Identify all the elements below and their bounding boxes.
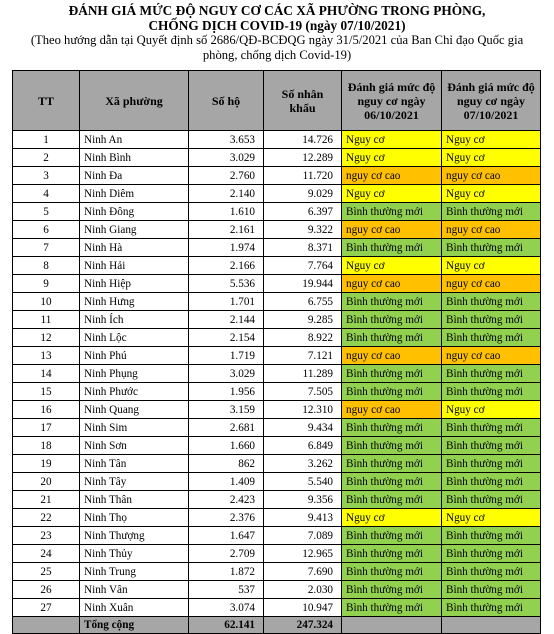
- row-population: 8.371: [264, 239, 342, 257]
- row-households: 2.154: [189, 329, 264, 347]
- row-tt: 27: [13, 599, 80, 617]
- row-households: 3.029: [189, 365, 264, 383]
- row-eval-1: Bình thường mới: [342, 329, 442, 347]
- row-households: 2.709: [189, 545, 264, 563]
- row-population: 10.947: [264, 599, 342, 617]
- table-row: [13, 347, 541, 365]
- row-ward: Ninh Hưng: [80, 293, 189, 311]
- document-subtitle: (Theo hướng dẫn tại Quyết định số 2686/QĐ-BCĐQG ngày 31/5/2021 của Ban Chỉ đạo Quốc gia phòng, chống dịch Covid-19): [30, 33, 524, 62]
- row-eval-2: Nguy cơ: [442, 185, 541, 203]
- row-ward: Ninh Thọ: [80, 509, 189, 527]
- table-row: [13, 491, 541, 509]
- table-row: [13, 167, 541, 185]
- row-eval-2: Bình thường mới: [442, 455, 541, 473]
- row-tt: 22: [13, 509, 80, 527]
- table-row: [13, 419, 541, 437]
- row-eval-2: Bình thường mới: [442, 491, 541, 509]
- table-row: [13, 257, 541, 275]
- row-eval-2: Nguy cơ: [442, 131, 541, 149]
- row-households: 1.660: [189, 437, 264, 455]
- row-households: 2.681: [189, 419, 264, 437]
- row-population: 7.764: [264, 257, 342, 275]
- row-eval-1: Nguy cơ: [342, 257, 442, 275]
- row-eval-2: Bình thường mới: [442, 581, 541, 599]
- row-eval-1: Bình thường mới: [342, 599, 442, 617]
- row-eval-2: nguy cơ cao: [442, 347, 541, 365]
- row-eval-2: Bình thường mới: [442, 563, 541, 581]
- row-ward: Ninh Đông: [80, 203, 189, 221]
- row-eval-1: Bình thường mới: [342, 365, 442, 383]
- row-eval-2: Bình thường mới: [442, 527, 541, 545]
- row-eval-1: Bình thường mới: [342, 527, 442, 545]
- row-ward: Ninh Thủy: [80, 545, 189, 563]
- row-households: 1.872: [189, 563, 264, 581]
- row-eval-2: Bình thường mới: [442, 203, 541, 221]
- row-eval-1: Nguy cơ: [342, 131, 442, 149]
- row-tt: 3: [13, 167, 80, 185]
- table-row: [13, 473, 541, 491]
- row-population: 7.089: [264, 527, 342, 545]
- header-ward: Xã phường: [80, 71, 189, 131]
- row-tt: 14: [13, 365, 80, 383]
- header-eval-2: Đánh giá mức độ nguy cơ ngày 07/10/2021: [442, 71, 541, 131]
- total-eval-2: [442, 617, 541, 634]
- row-eval-2: Bình thường mới: [442, 419, 541, 437]
- table-row: [13, 455, 541, 473]
- row-eval-1: Bình thường mới: [342, 455, 442, 473]
- row-ward: Ninh Sim: [80, 419, 189, 437]
- row-population: 11.289: [264, 365, 342, 383]
- title-line-2: CHỐNG DỊCH COVID-19 (ngày 07/10/2021): [148, 18, 406, 33]
- row-households: 1.409: [189, 473, 264, 491]
- row-eval-1: nguy cơ cao: [342, 221, 442, 239]
- row-ward: Ninh Diêm: [80, 185, 189, 203]
- row-eval-1: Bình thường mới: [342, 473, 442, 491]
- row-ward: Ninh Phước: [80, 383, 189, 401]
- row-tt: 5: [13, 203, 80, 221]
- table-row: [13, 563, 541, 581]
- row-population: 8.922: [264, 329, 342, 347]
- row-households: 2.376: [189, 509, 264, 527]
- row-population: 12.289: [264, 149, 342, 167]
- row-households: 1.610: [189, 203, 264, 221]
- row-population: 7.121: [264, 347, 342, 365]
- table-row: [13, 239, 541, 257]
- row-population: 12.965: [264, 545, 342, 563]
- row-eval-2: Bình thường mới: [442, 473, 541, 491]
- row-ward: Ninh Giang: [80, 221, 189, 239]
- row-households: 2.423: [189, 491, 264, 509]
- row-households: 2.144: [189, 311, 264, 329]
- row-households: 1.647: [189, 527, 264, 545]
- row-tt: 4: [13, 185, 80, 203]
- row-eval-1: nguy cơ cao: [342, 167, 442, 185]
- row-population: 9.322: [264, 221, 342, 239]
- row-tt: 20: [13, 473, 80, 491]
- title-line-1: ĐÁNH GIÁ MỨC ĐỘ NGUY CƠ CÁC XÃ PHƯỜNG TRONG PHÒNG,: [68, 3, 486, 18]
- row-population: 11.720: [264, 167, 342, 185]
- row-population: 5.540: [264, 473, 342, 491]
- header-households: Số hộ: [189, 71, 264, 131]
- table-row: [13, 221, 541, 239]
- row-eval-1: nguy cơ cao: [342, 401, 442, 419]
- row-population: 9.413: [264, 509, 342, 527]
- row-eval-2: Bình thường mới: [442, 383, 541, 401]
- row-population: 6.397: [264, 203, 342, 221]
- table-row: [13, 581, 541, 599]
- row-eval-1: Bình thường mới: [342, 437, 442, 455]
- row-tt: 7: [13, 239, 80, 257]
- table-row: [13, 311, 541, 329]
- row-eval-2: Nguy cơ: [442, 509, 541, 527]
- row-households: 1.974: [189, 239, 264, 257]
- row-eval-1: Bình thường mới: [342, 203, 442, 221]
- row-ward: Ninh Vân: [80, 581, 189, 599]
- row-population: 6.849: [264, 437, 342, 455]
- row-ward: Ninh Thượng: [80, 527, 189, 545]
- header-population: Số nhân khẩu: [264, 71, 342, 131]
- table-row: [13, 527, 541, 545]
- table-body: [13, 131, 541, 617]
- row-ward: Ninh Phú: [80, 347, 189, 365]
- row-eval-2: Bình thường mới: [442, 545, 541, 563]
- table-row: [13, 329, 541, 347]
- row-population: 3.262: [264, 455, 342, 473]
- row-eval-1: nguy cơ cao: [342, 347, 442, 365]
- document-title: [0, 0, 554, 33]
- row-eval-1: nguy cơ cao: [342, 275, 442, 293]
- row-eval-1: Bình thường mới: [342, 419, 442, 437]
- total-tt: [13, 617, 80, 634]
- row-households: 1.956: [189, 383, 264, 401]
- row-ward: Ninh An: [80, 131, 189, 149]
- table-row: [13, 149, 541, 167]
- total-eval-1: [342, 617, 442, 634]
- table-row: [13, 509, 541, 527]
- row-eval-1: Nguy cơ: [342, 509, 442, 527]
- total-households: 62.141: [189, 617, 264, 634]
- row-eval-2: nguy cơ cao: [442, 221, 541, 239]
- row-households: 862: [189, 455, 264, 473]
- row-eval-1: Bình thường mới: [342, 563, 442, 581]
- table-row: [13, 203, 541, 221]
- row-tt: 2: [13, 149, 80, 167]
- row-households: 3.074: [189, 599, 264, 617]
- row-eval-1: Nguy cơ: [342, 149, 442, 167]
- row-eval-2: Nguy cơ: [442, 257, 541, 275]
- table-row: [13, 599, 541, 617]
- table-row: [13, 275, 541, 293]
- row-tt: 24: [13, 545, 80, 563]
- row-tt: 18: [13, 437, 80, 455]
- row-tt: 9: [13, 275, 80, 293]
- row-ward: Ninh Ích: [80, 311, 189, 329]
- row-households: 2.760: [189, 167, 264, 185]
- row-tt: 10: [13, 293, 80, 311]
- row-ward: Ninh Hà: [80, 239, 189, 257]
- row-ward: Ninh Phụng: [80, 365, 189, 383]
- table-row: [13, 545, 541, 563]
- row-eval-2: Bình thường mới: [442, 293, 541, 311]
- row-eval-1: Bình thường mới: [342, 239, 442, 257]
- row-population: 9.356: [264, 491, 342, 509]
- table-row: [13, 293, 541, 311]
- header-eval-1: Đánh giá mức độ nguy cơ ngày 06/10/2021: [342, 71, 442, 131]
- row-ward: Ninh Hiệp: [80, 275, 189, 293]
- total-population: 247.324: [264, 617, 342, 634]
- row-eval-1: Bình thường mới: [342, 491, 442, 509]
- row-population: 9.029: [264, 185, 342, 203]
- row-eval-1: Bình thường mới: [342, 383, 442, 401]
- row-population: 12.310: [264, 401, 342, 419]
- table-row: [13, 131, 541, 149]
- row-tt: 8: [13, 257, 80, 275]
- total-label: Tổng cộng: [80, 617, 189, 634]
- row-households: 2.140: [189, 185, 264, 203]
- row-households: 2.161: [189, 221, 264, 239]
- row-population: 7.690: [264, 563, 342, 581]
- row-ward: Ninh Tây: [80, 473, 189, 491]
- row-tt: 19: [13, 455, 80, 473]
- row-eval-1: Bình thường mới: [342, 311, 442, 329]
- row-population: 7.505: [264, 383, 342, 401]
- row-tt: 16: [13, 401, 80, 419]
- header-tt: TT: [13, 71, 80, 131]
- row-tt: 25: [13, 563, 80, 581]
- table-row: [13, 365, 541, 383]
- row-tt: 12: [13, 329, 80, 347]
- row-eval-2: nguy cơ cao: [442, 275, 541, 293]
- row-eval-1: Bình thường mới: [342, 581, 442, 599]
- table-row: [13, 383, 541, 401]
- row-ward: Ninh Trung: [80, 563, 189, 581]
- row-ward: Ninh Xuân: [80, 599, 189, 617]
- row-ward: Ninh Hải: [80, 257, 189, 275]
- row-eval-1: Bình thường mới: [342, 293, 442, 311]
- row-households: 1.701: [189, 293, 264, 311]
- row-tt: 6: [13, 221, 80, 239]
- row-ward: Ninh Thân: [80, 491, 189, 509]
- row-ward: Ninh Bình: [80, 149, 189, 167]
- row-population: 6.755: [264, 293, 342, 311]
- row-ward: Ninh Sơn: [80, 437, 189, 455]
- row-ward: Ninh Quang: [80, 401, 189, 419]
- row-households: 3.029: [189, 149, 264, 167]
- row-eval-1: Nguy cơ: [342, 185, 442, 203]
- row-eval-2: Bình thường mới: [442, 329, 541, 347]
- row-eval-2: Bình thường mới: [442, 239, 541, 257]
- table-row: [13, 401, 541, 419]
- row-eval-2: Bình thường mới: [442, 365, 541, 383]
- table-row: [13, 437, 541, 455]
- row-eval-1: Bình thường mới: [342, 545, 442, 563]
- row-tt: 11: [13, 311, 80, 329]
- row-ward: Ninh Tân: [80, 455, 189, 473]
- row-tt: 13: [13, 347, 80, 365]
- row-households: 2.166: [189, 257, 264, 275]
- row-households: 3.159: [189, 401, 264, 419]
- table-row: [13, 185, 541, 203]
- row-tt: 15: [13, 383, 80, 401]
- row-households: 3.653: [189, 131, 264, 149]
- row-population: 9.434: [264, 419, 342, 437]
- row-eval-2: Nguy cơ: [442, 401, 541, 419]
- row-households: 537: [189, 581, 264, 599]
- risk-assessment-table: [12, 70, 541, 634]
- row-population: 19.944: [264, 275, 342, 293]
- row-tt: 21: [13, 491, 80, 509]
- row-tt: 17: [13, 419, 80, 437]
- row-eval-2: Bình thường mới: [442, 311, 541, 329]
- row-households: 5.536: [189, 275, 264, 293]
- row-tt: 23: [13, 527, 80, 545]
- row-ward: Ninh Lộc: [80, 329, 189, 347]
- row-tt: 1: [13, 131, 80, 149]
- total-row: [13, 617, 541, 634]
- row-households: 1.719: [189, 347, 264, 365]
- table-header-row: [13, 71, 541, 131]
- row-tt: 26: [13, 581, 80, 599]
- row-eval-2: Nguy cơ: [442, 149, 541, 167]
- row-ward: Ninh Đa: [80, 167, 189, 185]
- row-eval-2: Bình thường mới: [442, 599, 541, 617]
- row-population: 9.285: [264, 311, 342, 329]
- row-eval-2: nguy cơ cao: [442, 167, 541, 185]
- row-population: 2.030: [264, 581, 342, 599]
- row-population: 14.726: [264, 131, 342, 149]
- row-eval-2: Bình thường mới: [442, 437, 541, 455]
